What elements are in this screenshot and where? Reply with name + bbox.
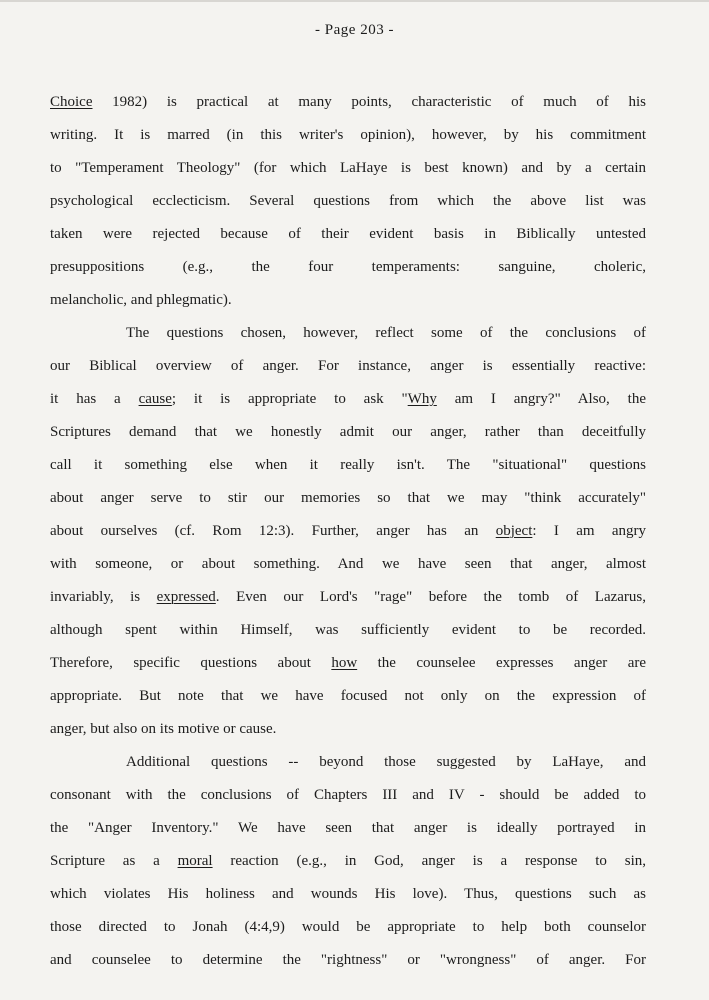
- text-segment: to "Temperament Theology" (for which LaHaye is best known) and by a certain: [50, 160, 646, 176]
- text-segment: consonant with the conclusions of Chapters III and IV - should be added to: [50, 787, 646, 803]
- text-segment: invariably, is: [50, 589, 157, 605]
- text-segment: Additional questions -- beyond those suggested by LaHaye, and: [126, 754, 646, 770]
- text-line: [50, 845, 646, 878]
- body-text: [50, 86, 646, 977]
- underlined-word: Choice: [50, 94, 93, 110]
- text-segment: anger, but also on its motive or cause.: [50, 721, 277, 737]
- text-line: [50, 680, 646, 713]
- underlined-word: moral: [177, 853, 213, 869]
- text-segment: our Biblical overview of anger. For instance, anger is essentially reactive:: [50, 358, 646, 374]
- text-line: [50, 416, 646, 449]
- underlined-word: object: [495, 523, 533, 539]
- text-line: [50, 185, 646, 218]
- text-line: [50, 218, 646, 251]
- text-line: [50, 911, 646, 944]
- text-line: [50, 548, 646, 581]
- text-segment: and counselee to determine the "rightness" or "wrongness" of anger. For: [50, 952, 646, 968]
- underlined-word: cause: [138, 391, 172, 407]
- text-segment: Scripture as a: [50, 853, 178, 869]
- text-segment: 1982) is practical at many points, characteristic of much of his: [92, 94, 646, 110]
- text-line: [50, 713, 646, 746]
- text-line: [50, 251, 646, 284]
- page-top-edge: [0, 0, 709, 2]
- text-segment: The questions chosen, however, reflect some of the conclusions of: [126, 325, 646, 341]
- text-line: [50, 119, 646, 152]
- text-line: [50, 317, 646, 350]
- text-line: [50, 152, 646, 185]
- text-segment: psychological ecclecticism. Several questions from which the above list was: [50, 193, 646, 209]
- text-segment: : I am angry: [532, 523, 647, 539]
- text-segment: reaction (e.g., in God, anger is a response to sin,: [212, 853, 646, 869]
- text-line: [50, 878, 646, 911]
- text-segment: melancholic, and phlegmatic).: [50, 292, 232, 308]
- text-segment: appropriate. But note that we have focused not only on the expression of: [50, 688, 646, 704]
- text-line: [50, 86, 646, 119]
- underlined-word: how: [331, 655, 358, 671]
- text-segment: the "Anger Inventory." We have seen that anger is ideally portrayed in: [50, 820, 646, 836]
- text-line: [50, 515, 646, 548]
- text-segment: am I angry?" Also, the: [436, 391, 646, 407]
- text-line: [50, 944, 646, 977]
- text-segment: ; it is appropriate to ask ": [171, 391, 408, 407]
- text-segment: which violates His holiness and wounds His love). Thus, questions such as: [50, 886, 646, 902]
- text-line: [50, 746, 646, 779]
- text-segment: about anger serve to stir our memories so that we may "think accurately": [50, 490, 646, 506]
- text-segment: writing. It is marred (in this writer's opinion), however, by his commitment: [50, 127, 646, 143]
- text-segment: the counselee expresses anger are: [357, 655, 646, 671]
- text-line: [50, 449, 646, 482]
- underlined-word: expressed: [156, 589, 216, 605]
- underlined-word: Why: [407, 391, 437, 407]
- text-segment: presuppositions (e.g., the four temperaments: sanguine, choleric,: [50, 259, 646, 275]
- text-line: [50, 614, 646, 647]
- text-segment: taken were rejected because of their evident basis in Biblically untested: [50, 226, 646, 242]
- text-segment: with someone, or about something. And we have seen that anger, almost: [50, 556, 646, 572]
- text-segment: it has a: [50, 391, 139, 407]
- paragraph: [50, 317, 646, 746]
- text-segment: about ourselves (cf. Rom 12:3). Further, anger has an: [50, 523, 496, 539]
- text-line: [50, 383, 646, 416]
- text-line: [50, 482, 646, 515]
- text-line: [50, 581, 646, 614]
- text-line: [50, 779, 646, 812]
- page-number-header: - Page 203 -: [315, 22, 394, 38]
- text-line: [50, 284, 646, 317]
- text-segment: although spent within Himself, was sufficiently evident to be recorded.: [50, 622, 646, 638]
- text-segment: call it something else when it really isn't. The "situational" questions: [50, 457, 646, 473]
- text-line: [50, 350, 646, 383]
- paragraph: [50, 86, 646, 317]
- text-segment: Scriptures demand that we honestly admit our anger, rather than deceitfully: [50, 424, 646, 440]
- text-segment: . Even our Lord's "rage" before the tomb of Lazarus,: [215, 589, 647, 605]
- text-segment: Therefore, specific questions about: [50, 655, 332, 671]
- text-line: [50, 647, 646, 680]
- text-line: [50, 812, 646, 845]
- paragraph: [50, 746, 646, 977]
- text-segment: those directed to Jonah (4:4,9) would be appropriate to help both counselor: [50, 919, 646, 935]
